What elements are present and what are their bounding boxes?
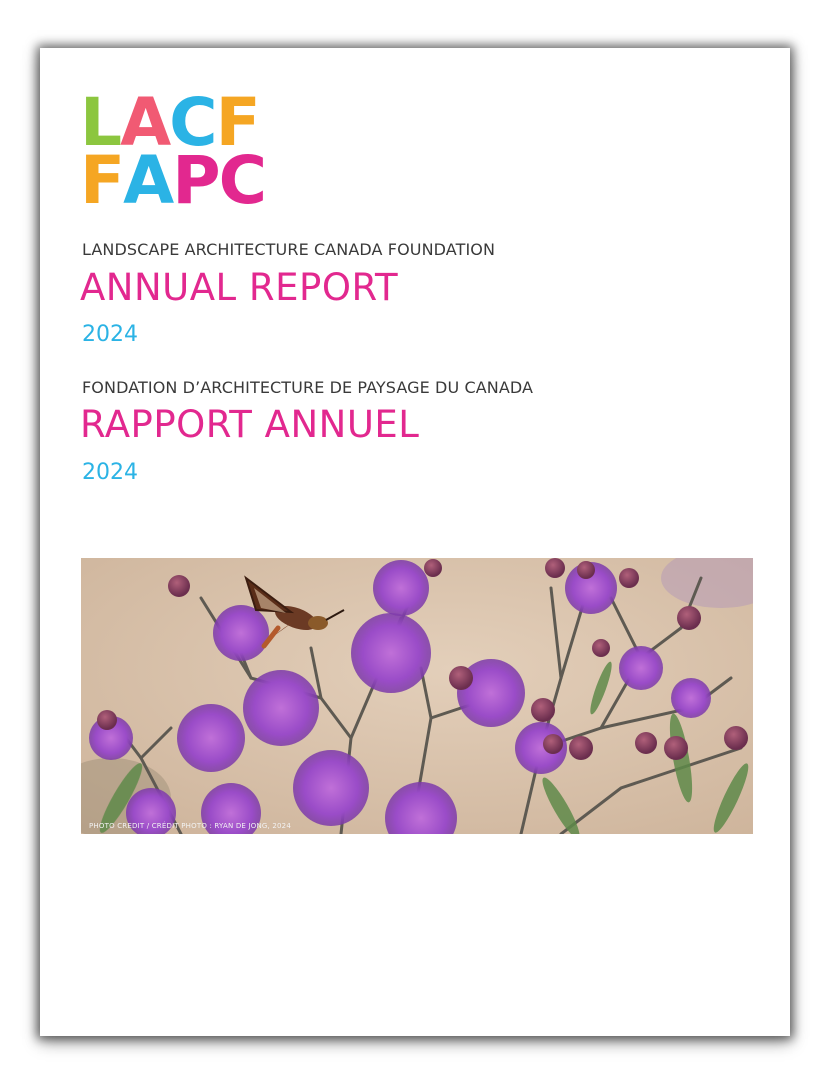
report-cover	[40, 48, 790, 1036]
logo-letter: L	[80, 84, 121, 161]
lacf-fapc-logo	[80, 84, 265, 219]
logo-letter: F	[215, 84, 259, 161]
logo-letter: C	[169, 84, 216, 161]
english-organization-name: LANDSCAPE ARCHITECTURE CANADA FOUNDATION	[82, 240, 496, 259]
logo-letter: F	[80, 142, 124, 219]
english-report-title: ANNUAL REPORT	[80, 266, 399, 309]
logo-letter: A	[123, 142, 173, 219]
french-report-year: 2024	[82, 460, 138, 485]
french-report-title: RAPPORT ANNUEL	[80, 403, 420, 446]
logo-letter: C	[218, 142, 265, 219]
photo-credit: PHOTO CREDIT / CRÉDIT PHOTO : RYAN DE JONG, 2024	[89, 822, 291, 830]
english-report-year: 2024	[82, 322, 138, 347]
ironweed-moth-illustration	[81, 558, 753, 834]
logo-letter: A	[120, 84, 170, 161]
logo-row-2	[80, 142, 265, 219]
logo-letter: P	[172, 142, 219, 219]
cover-photo	[81, 558, 753, 834]
french-organization-name: FONDATION D’ARCHITECTURE DE PAYSAGE DU CANADA	[82, 378, 534, 397]
